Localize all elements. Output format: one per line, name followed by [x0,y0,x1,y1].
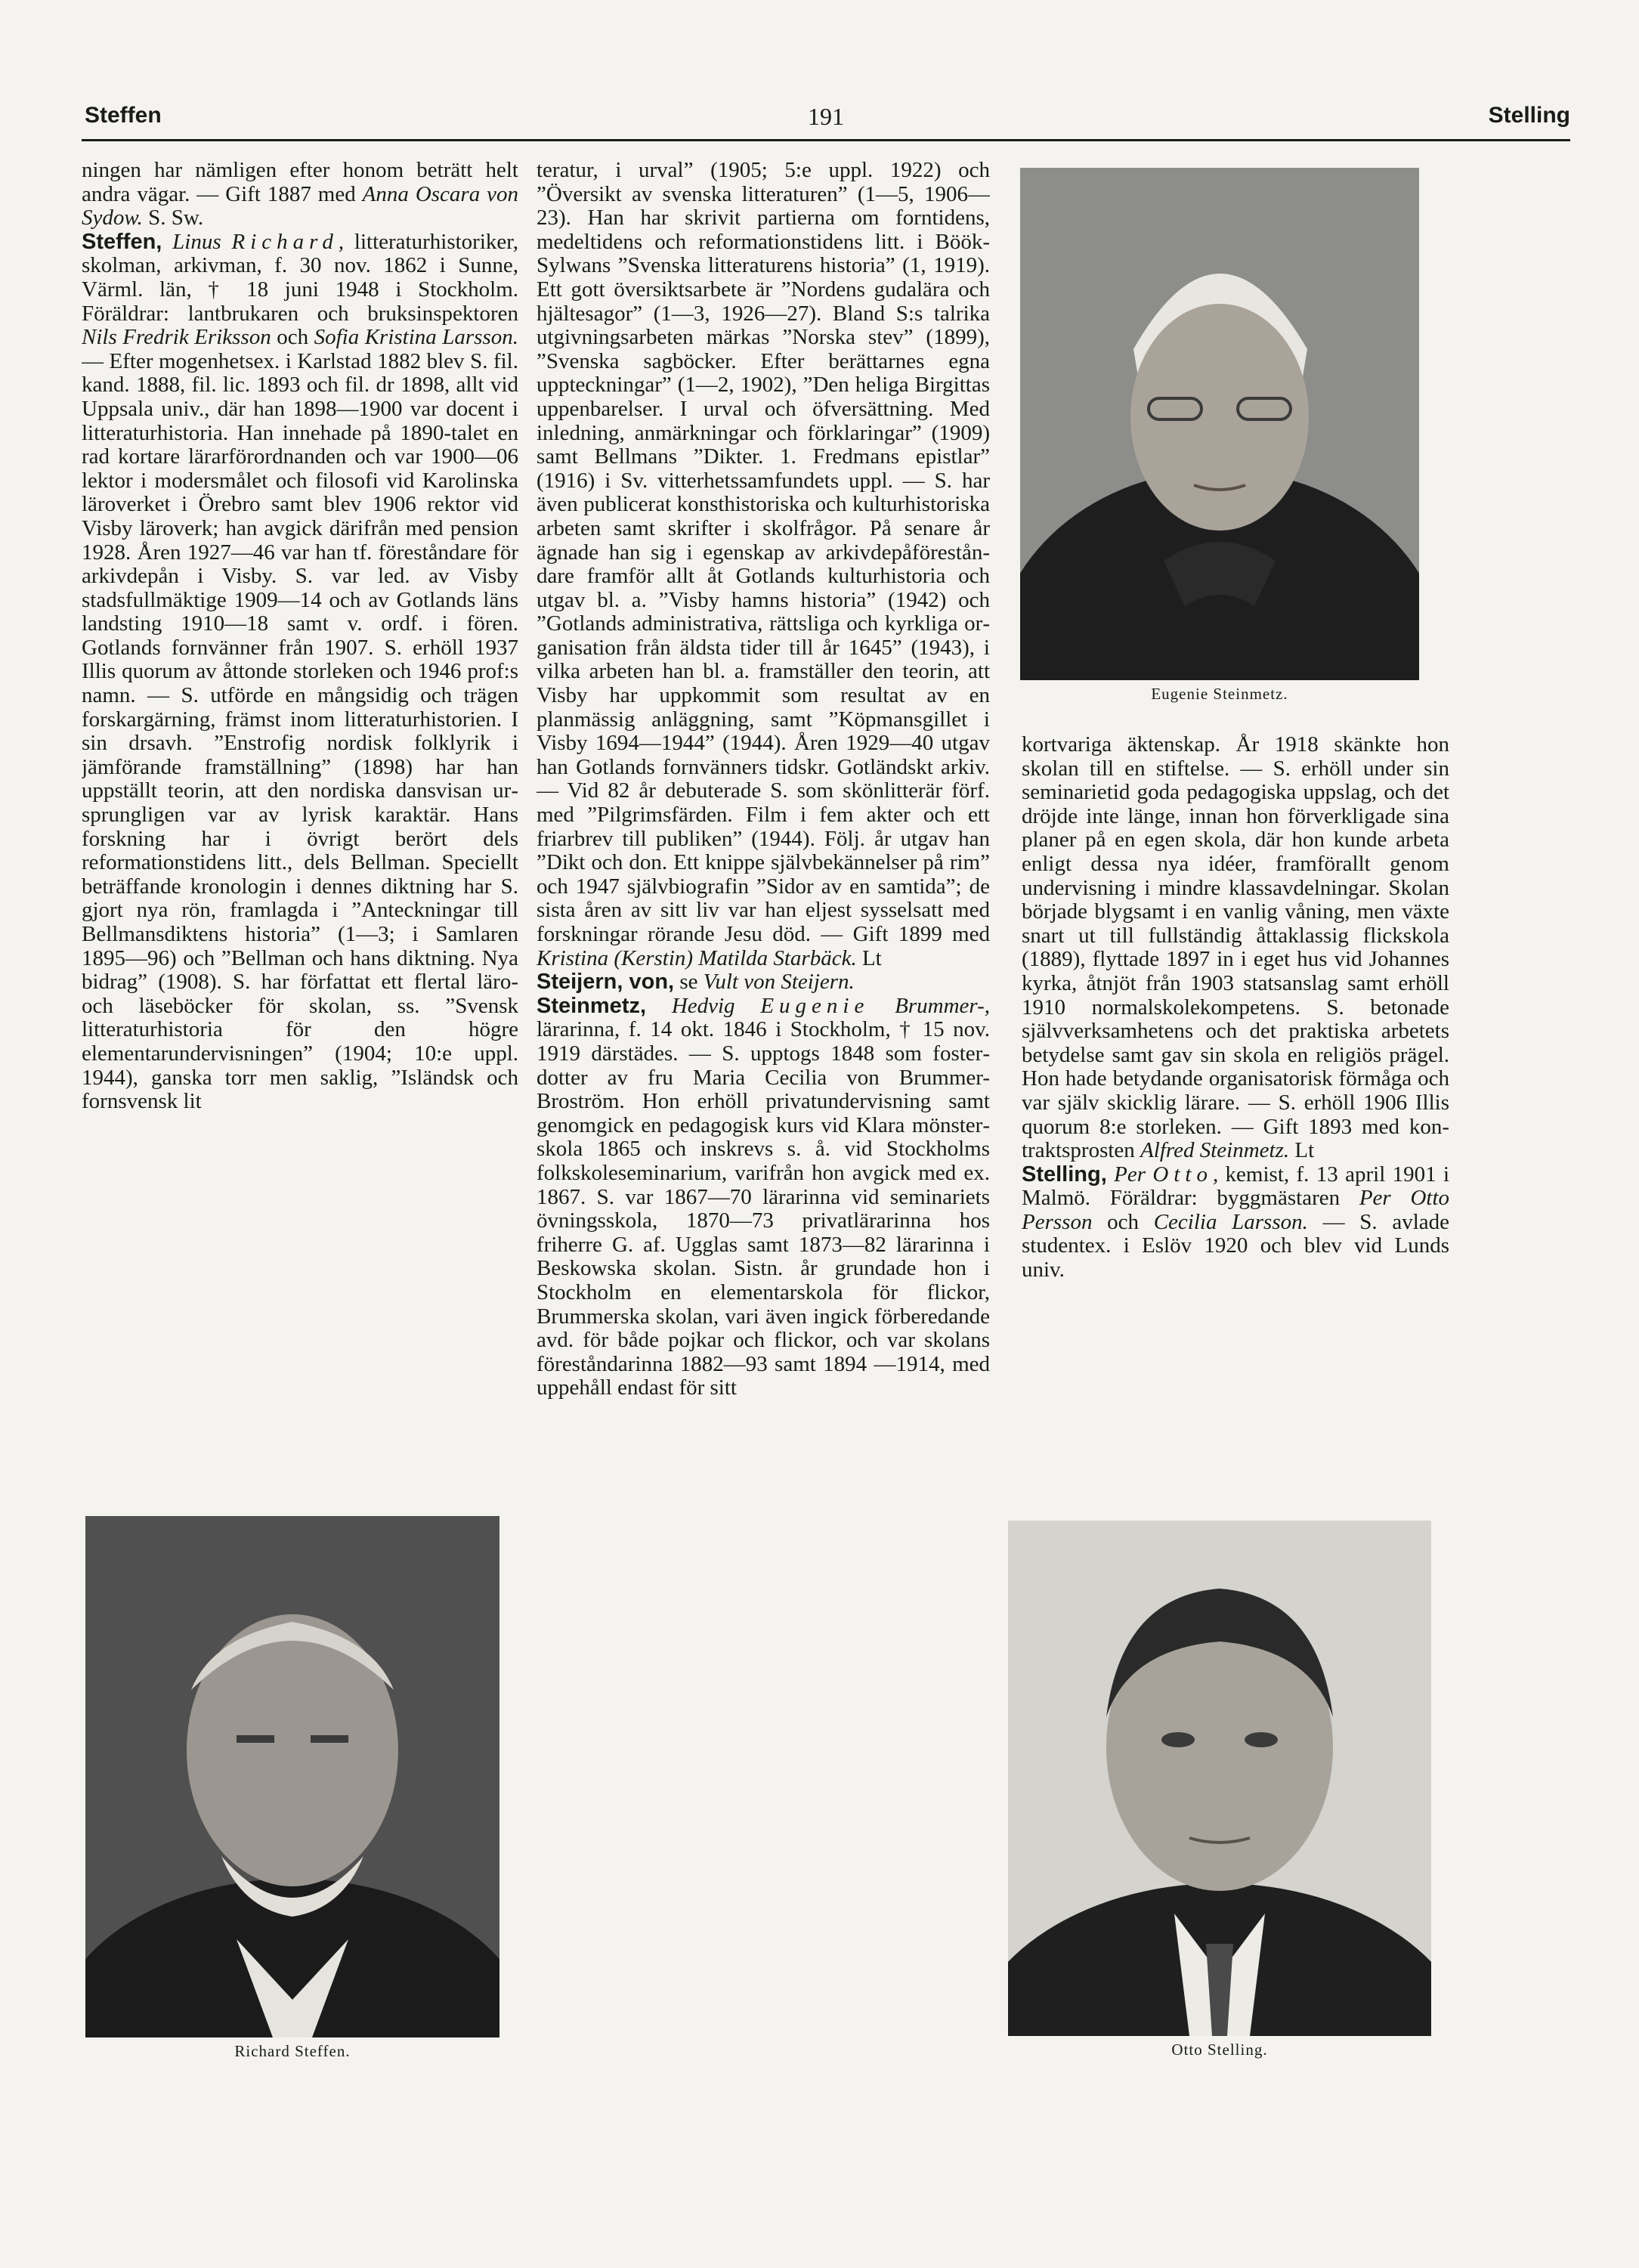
caption-steffen: Richard Steffen. [234,2042,351,2060]
entry-steijern: Steijern, von, se Vult von Steijern. [537,970,855,995]
caption-steinmetz: Eugenie Steinmetz. [1151,685,1288,703]
caption-stelling: Otto Stelling. [1171,2041,1268,2059]
text-column-3 [1022,733,1449,1496]
portrait-photo-steinmetz [1020,168,1419,680]
portrait-photo-stelling [1008,1521,1431,2036]
entry-steffen: Steffen, Linus Richard, litteraturhistoriker, skolman, arkivman, f. 30 nov. 1862 i Sunne, Värml. län, † 18 juni 1948 i Stockholm. Föräldrar: lantbrukaren och bruksinspektoren Nils Fredrik Eriksson och Sofia Kristina Larsson. — Efter mogenhetsex. i Karlstad 1882 blev S. fil. kand. 1888, fil. lic. 1893 och fil. dr 1898, allt vid Uppsala univ., där han 1898—1900 var docent i litteraturhistoria. Han innehade på 1890-talet en rad kortare lärarförordnanden och var 1900—06 lektor i modersmålet och filosofi vid Karolinska läroverket i Örebro samt blev 1906 rektor vid Visby läroverk; han avgick därifrån med pension 1928. Åren 1927—46 var han tf. föreståndare för arkivdepån i Visby. S. var led. av Visby stadsfullmäktige 1909—14 och av Gotlands läns landsting 1910—18 samt v. ordf. i fören. Gotlands fornvänner från 1907. S. erhöll 1937 Illis quorum av åttonde storleken och 1946 prof:s namn. — S. utförde en mångsidig och trägen forskargärning, främst inom litteraturhistorien. I sin drsavh. ”Enstrofig nordisk folklyrik i jämförande framställning” (1898) har han uppställt teorin, att den nordiska dansvisan ursprungligen var av lyrisk karaktär. Hans forskning har i övrigt berört dels reformationstidens litt., dels Bellman. Speciellt beträffande kronologin i dennes diktning har S. gjort nya rön, framlagda i ”Anteckningar till Bellmansdiktens historia” (1—3; i Samlaren 1895—96) och ”Bellman och hans diktning. Nya bidrag” (1908). S. har författat ett flertal läro- och läseböcker för skolan, ss. ”Svensk litteraturhistoria för den högre elementarundervisningen” (1904; 10:e uppl. 1944), ganska torr men saklig, ”Isländsk och fornsvensk lit [82,229,518,1114]
header-left-word: Steffen [85,103,162,128]
text-column-1 [82,159,518,1504]
paragraph: teratur, i urval” (1905; 5:e uppl. 1922) och ”Översikt av svenska litteraturen” (1—5, 1906—23). Han har skrivit partierna om forntidens, medeltidens och reformationstidens litt. i Böök-Sylwans ”Svenska litteraturens historia” (1, 1919). Ett gott översiktsarbete är ”Nordens gudalära och hjältesagor” (1—3, 1926—27). Bland S:s talrika utgivningsarbeten märkas ”Norska stev” (1899), ”Svenska sagböcker. Efter berättarnes egna uppteckningar” (1—2, 1902), ”Den heliga Birgittas uppenbarelser. I urval och öfversättning. Med inledning, anmärkningar och förklaringar” (1909) samt Bellmans ”Dikter. 1. Fredmans epistlar” (1916) i Sv. vitterhetssamfundets uppl. — S. har även publicerat konsthistoriska och kulturhistoriska arbeten samt skrifter i skolfrågor. På senare år ägnade han sig i egenskap av arkivdepåföreståndare framför allt åt Gotlands kulturhistoria och utgav bl. a. ”Visby hamns historia” (1942) och ”Gotlands administrativa, rättsliga och kyrkliga organisation från äldsta tider till år 1645” (1943), i vilka arbeten han bl. a. framställer den teorin, att Visby har uppkommit som resultat av en planmässig anläggning, samt ”Köpmansgillet i Visby 1694—1944” (1944). Åren 1929—40 utgav han Gotlands fornvänners tidskr. Gotländskt arkiv. — Vid 82 år debuterade S. som skönlitterär förf. med ”Pilgrimsfärden. Film i fem akter och ett friarbrev till publiken” (1944). Följ. år utgav han ”Dikt och don. Ett knippe självbekännelser på rim” och 1947 självbiografin ”Sidor av en samtida”; de sista åren av sitt liv var han eljest sysselsatt med forskningar rörande Jesu död. — Gift 1899 med Kristina (Kerstin) Matilda Starbäck. Lt [537,159,990,970]
portrait-photo-steffen [85,1516,499,2037]
page-number: 191 [808,103,844,130]
entry-steinmetz: Steinmetz, Hedvig Eugenie Brummer-, lärarinna, f. 14 okt. 1846 i Stockholm, † 15 nov. 1919 därstädes. — S. upptogs 1848 som fosterdotter av fru Maria Cecilia von Brummer-Broström. Hon erhöll privatundervisning samt genomgick en pedagogisk kurs vid Klara mönsterskola 1865 och inskrevs s. å. vid Stockholms folkskoleseminarium, varifrån hon avgick med ex. 1867. S. var 1867—70 lärarinna vid seminariets övningsskola, 1870—73 privatlärarinna hos friherre G. af. Ugglas samt 1873—82 lärarinna i Beskowska skolan. Sistn. år grundade hon i Stockholm en elementarskola för flickor, Brummerska skolan, vari även ingick förberedande avd. för både pojkar och flickor, och var skolans föreståndarinna 1882—93 samt 1894 —1914, med uppehåll endast för sitt [537,993,990,1400]
header-rule [82,139,1570,141]
paragraph: kortvariga äktenskap. År 1918 skänkte hon skolan till en stiftelse. — S. erhöll under sin seminarietid goda pedagogiska uppslag, och det dröjde inte länge, innan hon förverkligade sina planer på en egen skola, där hon kunde arbeta enligt dessa nya idéer, framförallt genom undervisning i mindre klassavdelningar. Skolan började blygsamt i en vanlig våning, men växte snart ut till fullständig åttaklassig flickskola (1889), flyttade 1897 in i eget hus vid Johannes kyrka, åtnjöt från 1903 statsanslag samt erhöll 1910 normalskolekompetens. S. betonade självverksamhetens och det praktiska arbetets betydelse samt gav sin skola en religiös prägel. Hon hade betydande organisatorisk förmåga och var själv skicklig lärare. — S. erhöll 1906 Illis quorum 8:e storleken. — Gift 1893 med kontraktsprosten Alfred Steinmetz. Lt [1022,733,1449,1163]
entry-stelling: Stelling, Per Otto, kemist, f. 13 april 1901 i Malmö. Föräldrar: byggmästaren Per Otto Persson och Cecilia Larsson. — S. avlade studentex. i Eslöv 1920 och blev vid Lunds univ. [1022,1162,1449,1283]
text-column-2 [537,159,990,2199]
paragraph: ningen har nämligen efter honom beträtt helt andra vägar. — Gift 1887 med Anna Oscara von Sydow. S. Sw. [82,159,518,231]
header-right-word: Stelling [1488,103,1570,128]
running-header [82,103,1570,133]
